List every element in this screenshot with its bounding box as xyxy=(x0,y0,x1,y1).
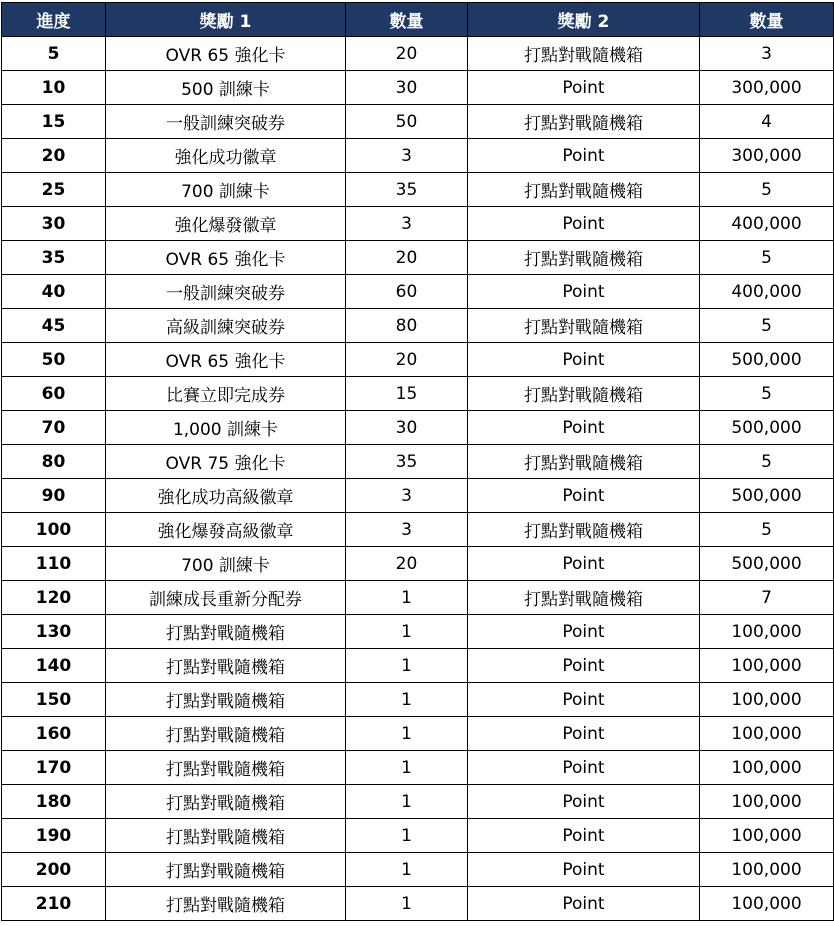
reward-2-cell: Point xyxy=(468,547,700,581)
quantity-1-cell: 20 xyxy=(346,343,468,377)
quantity-2-cell: 300,000 xyxy=(700,71,834,105)
quantity-2-cell: 100,000 xyxy=(700,751,834,785)
table-row xyxy=(2,649,834,683)
reward-2-cell: 打點對戰隨機箱 xyxy=(468,377,700,411)
reward-1-cell: 打點對戰隨機箱 xyxy=(106,853,346,887)
progress-cell: 15 xyxy=(2,105,106,139)
reward-1-cell: 500 訓練卡 xyxy=(106,71,346,105)
quantity-1-cell: 50 xyxy=(346,105,468,139)
table-row xyxy=(2,683,834,717)
progress-cell: 40 xyxy=(2,275,106,309)
table-row xyxy=(2,445,834,479)
quantity-2-cell: 100,000 xyxy=(700,615,834,649)
progress-cell: 5 xyxy=(2,37,106,71)
table-row xyxy=(2,615,834,649)
reward-1-cell: OVR 65 強化卡 xyxy=(106,343,346,377)
reward-2-cell: Point xyxy=(468,615,700,649)
progress-cell: 80 xyxy=(2,445,106,479)
quantity-1-cell: 1 xyxy=(346,887,468,921)
quantity-2-cell: 5 xyxy=(700,513,834,547)
table-row xyxy=(2,819,834,853)
quantity-2-cell: 400,000 xyxy=(700,275,834,309)
reward-1-cell: 比賽立即完成券 xyxy=(106,377,346,411)
quantity-1-cell: 30 xyxy=(346,71,468,105)
reward-1-cell: 1,000 訓練卡 xyxy=(106,411,346,445)
reward-2-cell: Point xyxy=(468,275,700,309)
quantity-2-cell: 500,000 xyxy=(700,479,834,513)
progress-cell: 170 xyxy=(2,751,106,785)
reward-1-cell: 打點對戰隨機箱 xyxy=(106,785,346,819)
progress-cell: 150 xyxy=(2,683,106,717)
reward-1-cell: 打點對戰隨機箱 xyxy=(106,819,346,853)
reward-2-cell: 打點對戰隨機箱 xyxy=(468,513,700,547)
quantity-1-cell: 1 xyxy=(346,581,468,615)
table-row xyxy=(2,139,834,173)
header-row xyxy=(2,3,834,37)
reward-1-cell: 700 訓練卡 xyxy=(106,547,346,581)
quantity-2-cell: 100,000 xyxy=(700,785,834,819)
reward-1-cell: OVR 65 強化卡 xyxy=(106,241,346,275)
reward-1-cell: 一般訓練突破券 xyxy=(106,275,346,309)
table-row xyxy=(2,479,834,513)
table-row xyxy=(2,71,834,105)
reward-1-cell: 打點對戰隨機箱 xyxy=(106,717,346,751)
reward-1-cell: 打點對戰隨機箱 xyxy=(106,649,346,683)
reward-2-cell: Point xyxy=(468,479,700,513)
table-row xyxy=(2,275,834,309)
reward-2-cell: Point xyxy=(468,139,700,173)
quantity-2-cell: 3 xyxy=(700,37,834,71)
reward-2-cell: 打點對戰隨機箱 xyxy=(468,445,700,479)
table-row xyxy=(2,785,834,819)
reward-2-cell: Point xyxy=(468,207,700,241)
progress-cell: 200 xyxy=(2,853,106,887)
reward-1-cell: 強化爆發高級徽章 xyxy=(106,513,346,547)
quantity-1-cell: 30 xyxy=(346,411,468,445)
reward-2-cell: 打點對戰隨機箱 xyxy=(468,309,700,343)
reward-2-cell: Point xyxy=(468,785,700,819)
table-row xyxy=(2,717,834,751)
reward-2-cell: Point xyxy=(468,853,700,887)
reward-2-cell: 打點對戰隨機箱 xyxy=(468,105,700,139)
quantity-1-cell: 20 xyxy=(346,37,468,71)
quantity-1-cell: 1 xyxy=(346,615,468,649)
reward-1-cell: OVR 65 強化卡 xyxy=(106,37,346,71)
quantity-1-cell: 3 xyxy=(346,207,468,241)
table-row xyxy=(2,411,834,445)
reward-2-cell: Point xyxy=(468,411,700,445)
reward-2-cell: Point xyxy=(468,649,700,683)
quantity-2-cell: 100,000 xyxy=(700,853,834,887)
table-row xyxy=(2,241,834,275)
table-body xyxy=(2,37,834,921)
quantity-2-cell: 100,000 xyxy=(700,819,834,853)
quantity-2-cell: 100,000 xyxy=(700,683,834,717)
progress-cell: 70 xyxy=(2,411,106,445)
reward-2-cell: Point xyxy=(468,343,700,377)
progress-cell: 90 xyxy=(2,479,106,513)
progress-cell: 190 xyxy=(2,819,106,853)
quantity-2-cell: 300,000 xyxy=(700,139,834,173)
quantity-1-cell: 20 xyxy=(346,241,468,275)
quantity-1-cell: 3 xyxy=(346,479,468,513)
reward-1-cell: 700 訓練卡 xyxy=(106,173,346,207)
progress-cell: 25 xyxy=(2,173,106,207)
quantity-2-cell: 500,000 xyxy=(700,343,834,377)
reward-2-cell: Point xyxy=(468,683,700,717)
reward-2-cell: 打點對戰隨機箱 xyxy=(468,581,700,615)
table-row xyxy=(2,309,834,343)
table-row xyxy=(2,173,834,207)
reward-1-cell: 打點對戰隨機箱 xyxy=(106,887,346,921)
progress-cell: 50 xyxy=(2,343,106,377)
quantity-2-cell: 5 xyxy=(700,309,834,343)
quantity-1-cell: 20 xyxy=(346,547,468,581)
quantity-1-cell: 1 xyxy=(346,649,468,683)
quantity-1-cell: 1 xyxy=(346,717,468,751)
table-row xyxy=(2,751,834,785)
header-progress: 進度 xyxy=(2,3,106,37)
progress-cell: 120 xyxy=(2,581,106,615)
reward-2-cell: Point xyxy=(468,717,700,751)
quantity-1-cell: 1 xyxy=(346,785,468,819)
reward-1-cell: 強化成功高級徽章 xyxy=(106,479,346,513)
quantity-1-cell: 3 xyxy=(346,139,468,173)
quantity-1-cell: 1 xyxy=(346,853,468,887)
reward-1-cell: 打點對戰隨機箱 xyxy=(106,683,346,717)
table-row xyxy=(2,377,834,411)
reward-1-cell: 強化爆發徽章 xyxy=(106,207,346,241)
quantity-2-cell: 5 xyxy=(700,173,834,207)
progress-cell: 10 xyxy=(2,71,106,105)
table-row xyxy=(2,887,834,921)
quantity-1-cell: 1 xyxy=(346,819,468,853)
quantity-2-cell: 100,000 xyxy=(700,887,834,921)
table-row xyxy=(2,853,834,887)
progress-cell: 100 xyxy=(2,513,106,547)
reward-2-cell: Point xyxy=(468,887,700,921)
quantity-2-cell: 500,000 xyxy=(700,547,834,581)
quantity-2-cell: 500,000 xyxy=(700,411,834,445)
quantity-1-cell: 1 xyxy=(346,751,468,785)
header-quantity-2: 數量 xyxy=(700,3,834,37)
quantity-2-cell: 4 xyxy=(700,105,834,139)
reward-2-cell: Point xyxy=(468,819,700,853)
quantity-2-cell: 5 xyxy=(700,241,834,275)
header-reward-1: 獎勵 1 xyxy=(106,3,346,37)
progress-cell: 210 xyxy=(2,887,106,921)
table-row xyxy=(2,343,834,377)
progress-cell: 20 xyxy=(2,139,106,173)
reward-1-cell: 一般訓練突破券 xyxy=(106,105,346,139)
quantity-1-cell: 3 xyxy=(346,513,468,547)
reward-1-cell: 打點對戰隨機箱 xyxy=(106,615,346,649)
quantity-2-cell: 100,000 xyxy=(700,717,834,751)
progress-cell: 130 xyxy=(2,615,106,649)
progress-cell: 110 xyxy=(2,547,106,581)
quantity-1-cell: 60 xyxy=(346,275,468,309)
reward-1-cell: 訓練成長重新分配券 xyxy=(106,581,346,615)
reward-2-cell: 打點對戰隨機箱 xyxy=(468,173,700,207)
reward-1-cell: OVR 75 強化卡 xyxy=(106,445,346,479)
header-reward-2: 獎勵 2 xyxy=(468,3,700,37)
quantity-2-cell: 400,000 xyxy=(700,207,834,241)
table-header xyxy=(2,3,834,37)
progress-cell: 35 xyxy=(2,241,106,275)
quantity-1-cell: 15 xyxy=(346,377,468,411)
table-row xyxy=(2,513,834,547)
progress-cell: 45 xyxy=(2,309,106,343)
progress-cell: 160 xyxy=(2,717,106,751)
reward-1-cell: 打點對戰隨機箱 xyxy=(106,751,346,785)
quantity-1-cell: 35 xyxy=(346,445,468,479)
header-quantity-1: 數量 xyxy=(346,3,468,37)
quantity-2-cell: 7 xyxy=(700,581,834,615)
reward-2-cell: 打點對戰隨機箱 xyxy=(468,37,700,71)
quantity-1-cell: 80 xyxy=(346,309,468,343)
quantity-2-cell: 5 xyxy=(700,445,834,479)
quantity-1-cell: 35 xyxy=(346,173,468,207)
progress-cell: 180 xyxy=(2,785,106,819)
table-row xyxy=(2,547,834,581)
quantity-2-cell: 100,000 xyxy=(700,649,834,683)
quantity-1-cell: 1 xyxy=(346,683,468,717)
progress-cell: 60 xyxy=(2,377,106,411)
table-row xyxy=(2,581,834,615)
progress-cell: 30 xyxy=(2,207,106,241)
reward-1-cell: 強化成功徽章 xyxy=(106,139,346,173)
reward-2-cell: Point xyxy=(468,751,700,785)
table-row xyxy=(2,37,834,71)
reward-2-cell: Point xyxy=(468,71,700,105)
reward-2-cell: 打點對戰隨機箱 xyxy=(468,241,700,275)
rewards-table xyxy=(1,2,834,921)
table-row xyxy=(2,207,834,241)
reward-1-cell: 高級訓練突破券 xyxy=(106,309,346,343)
quantity-2-cell: 5 xyxy=(700,377,834,411)
progress-cell: 140 xyxy=(2,649,106,683)
table-row xyxy=(2,105,834,139)
